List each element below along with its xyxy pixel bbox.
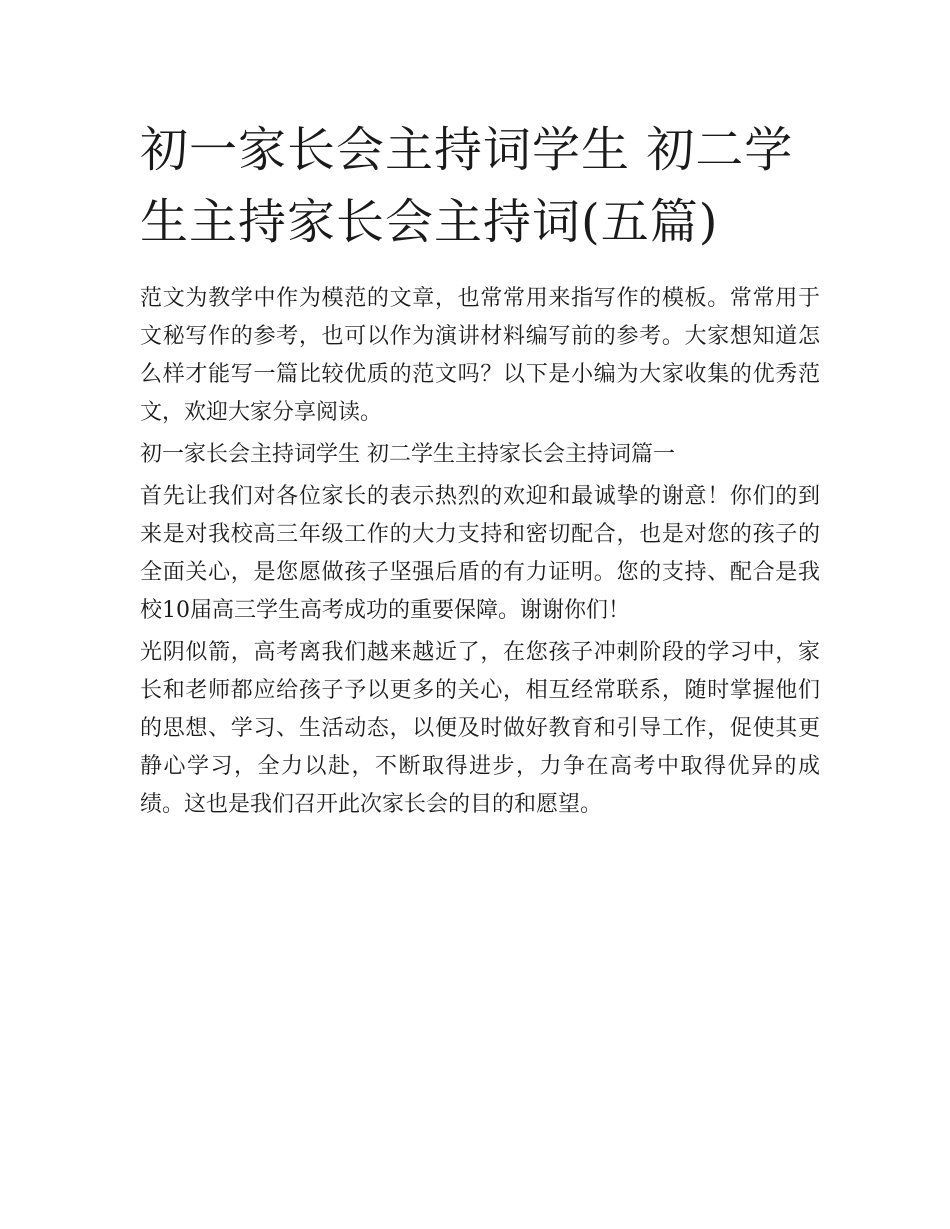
intro-paragraph: 范文为教学中作为模范的文章，也常常用来指写作的模板。常常用于文秘写作的参考，也可以作为演讲材料编写前的参考。大家想知道怎么样才能写一篇比较优质的范文吗？以下是小编为大家收集的优秀范文，欢迎大家分享阅读。 (140, 286, 820, 425)
section-heading: 初一家长会主持词学生 初二学生主持家长会主持词篇一 (140, 442, 675, 467)
document-body (140, 280, 820, 828)
welcome-paragraph: 首先让我们对各位家长的表示热烈的欢迎和最诚挚的谢意！你们的到来是对我校高三年级工作的大力支持和密切配合，也是对您的孩子的全面关心，是您愿做孩子坚强后盾的有力证明。您的支持、配合是我校10届高三学生高考成功的重要保障。谢谢你们！ (140, 484, 820, 623)
purpose-paragraph: 光阴似箭，高考离我们越来越近了，在您孩子冲刺阶段的学习中，家长和老师都应给孩子予以更多的关心，相互经常联系，随时掌握他们的思想、学习、生活动态，以便及时做好教育和引导工作，促使其更静心学习，全力以赴，不断取得进步，力争在高考中取得优异的成绩。这也是我们召开此次家长会的目的和愿望。 (140, 640, 820, 817)
document-title: 初一家长会主持词学生 初二学生主持家长会主持词(五篇) (140, 122, 794, 250)
